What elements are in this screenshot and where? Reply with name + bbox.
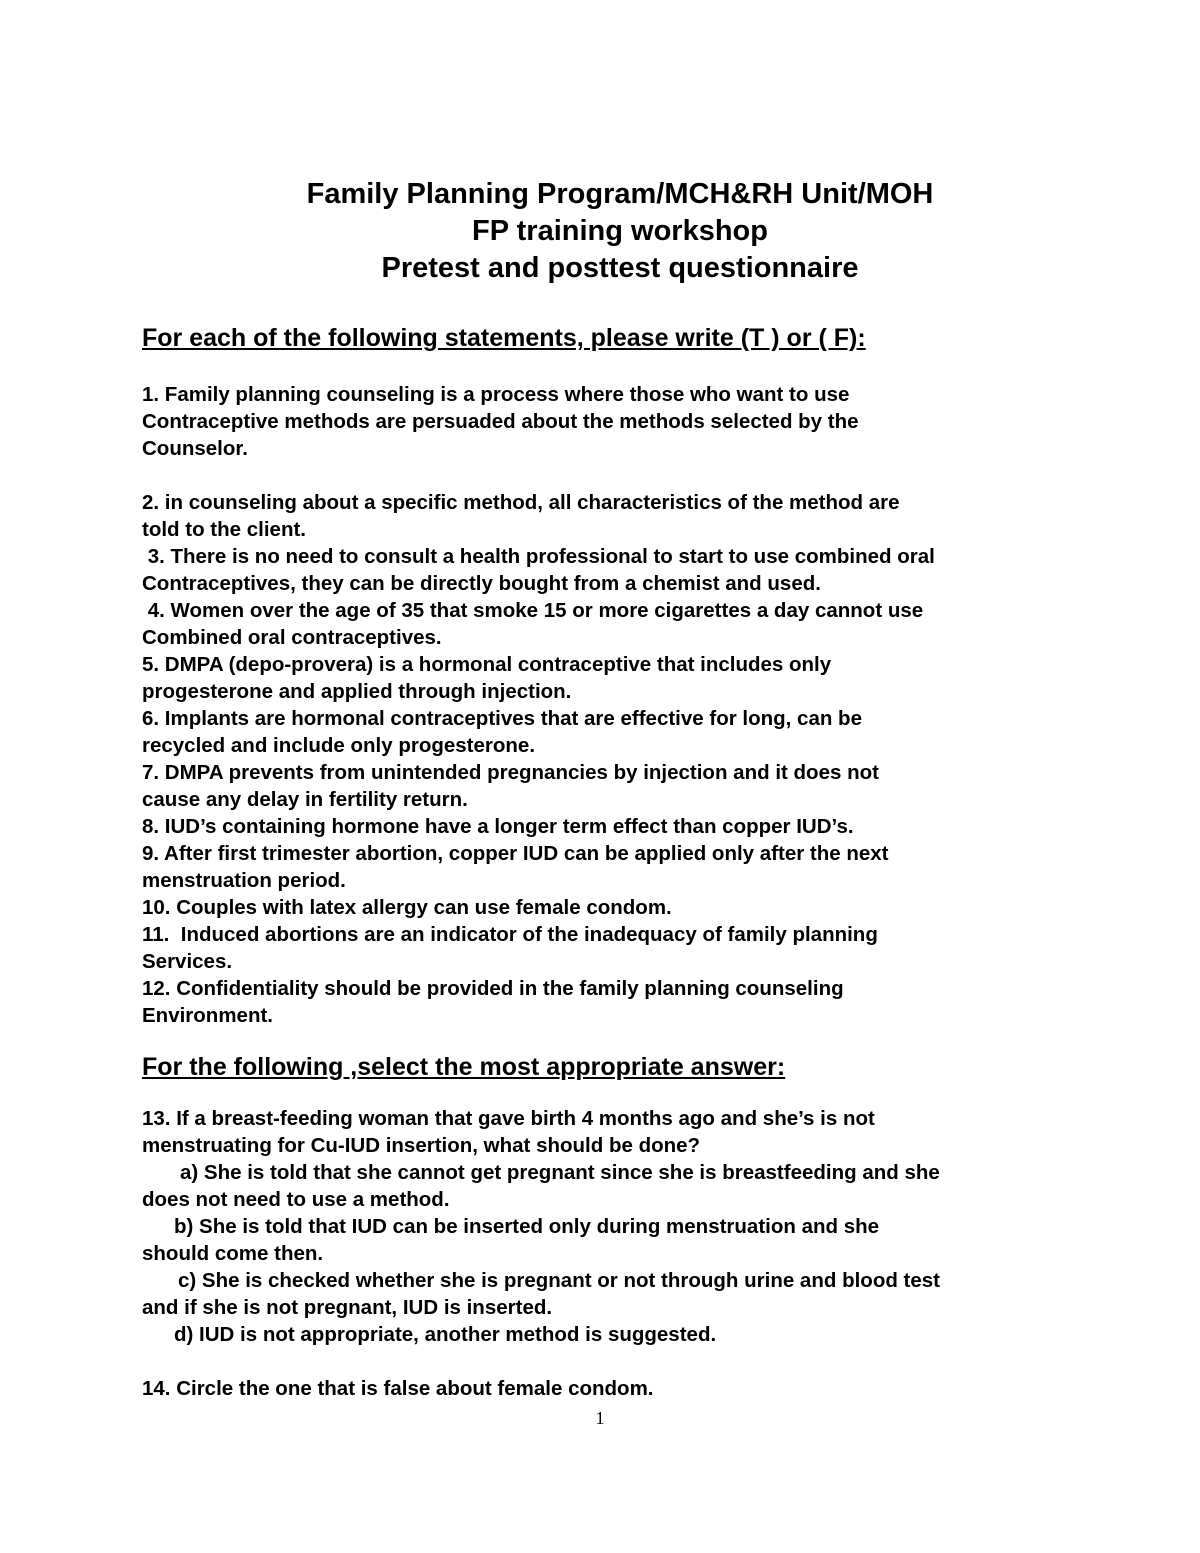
title-questionnaire: Pretest and posttest questionnaire: [381, 252, 859, 284]
questionnaire-content: [142, 322, 1072, 1402]
page-number: 1: [595, 1408, 605, 1428]
question-9: 9. After first trimester abortion, copper IUD can be applied only after the next menstruation period.: [142, 842, 889, 892]
question-7: 7. DMPA prevents from unintended pregnancies by injection and it does not cause any delay in fertility return.: [142, 761, 879, 811]
question-6: 6. Implants are hormonal contraceptives that are effective for long, can be recycled and include only progesterone.: [142, 707, 862, 757]
question-5: 5. DMPA (depo-provera) is a hormonal contraceptive that includes only progesterone and applied through injection.: [142, 653, 832, 703]
question-4: 4. Women over the age of 35 that smoke 15 or more cigarettes a day cannot use Combined oral contraceptives.: [142, 599, 924, 649]
question-8: 8. IUD’s containing hormone have a longer term effect than copper IUD’s.: [142, 815, 854, 838]
question-14: 14. Circle the one that is false about female condom.: [142, 1377, 654, 1400]
section2-heading: For the following ,select the most appropriate answer:: [142, 1053, 786, 1081]
question-11: 11. Induced abortions are an indicator of the inadequacy of family planning Services.: [142, 923, 878, 973]
question-3: 3. There is no need to consult a health professional to start to use combined oral Contraceptives, they can be directly bought from a chemist and used.: [142, 545, 935, 595]
question-13-option-c: c) She is checked whether she is pregnant or not through urine and blood test and if she is not pregnant, IUD is inserted.: [142, 1269, 941, 1319]
title-program: Family Planning Program/MCH&RH Unit/MOH: [306, 178, 934, 210]
title-block: [0, 176, 1200, 287]
question-1: 1. Family planning counseling is a process where those who want to use Contraceptive methods are persuaded about the methods selected by the Counselor.: [142, 383, 859, 460]
question-13-option-d: d) IUD is not appropriate, another method is suggested.: [174, 1323, 717, 1346]
question-10: 10. Couples with latex allergy can use female condom.: [142, 896, 672, 919]
question-13-option-a: a) She is told that she cannot get pregnant since she is breastfeeding and she does not need to use a method.: [142, 1161, 940, 1211]
question-13-option-b: b) She is told that IUD can be inserted only during menstruation and she should come then.: [142, 1215, 880, 1265]
question-13: 13. If a breast-feeding woman that gave birth 4 months ago and she’s is not menstruating for Cu-IUD insertion, what should be done?: [142, 1107, 875, 1157]
title-workshop: FP training workshop: [472, 215, 768, 247]
question-12: 12. Confidentiality should be provided in the family planning counseling Environment.: [142, 977, 844, 1027]
section1-heading: For each of the following statements, please write (T ) or ( F):: [142, 324, 866, 352]
question-2: 2. in counseling about a specific method, all characteristics of the method are told to the client.: [142, 491, 900, 541]
